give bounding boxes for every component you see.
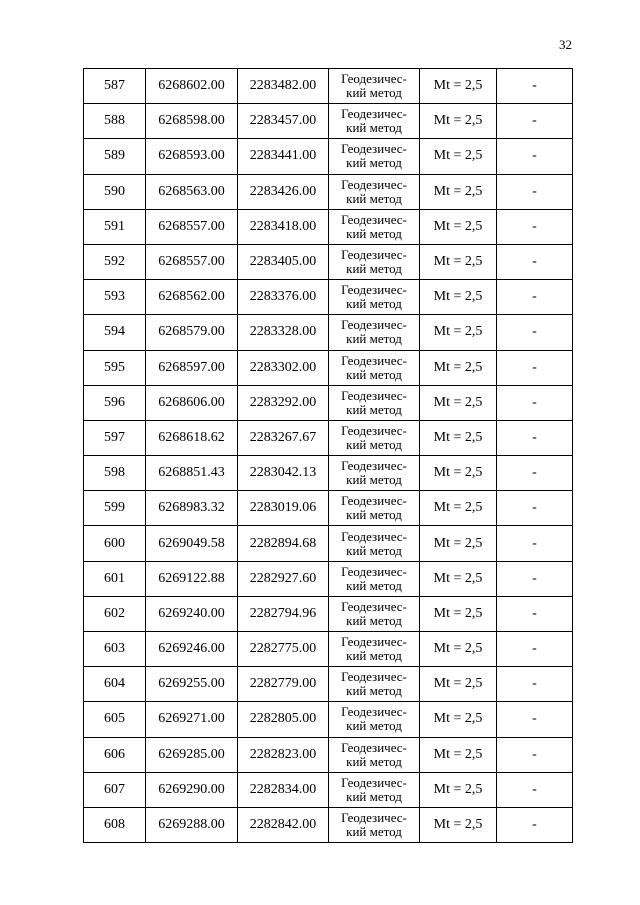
method-line-2: кий метод [346, 472, 402, 488]
accuracy-cell: Mt = 2,5 [420, 737, 497, 772]
note-cell: - [497, 209, 573, 244]
method-cell [329, 667, 420, 702]
point-number-cell: 591 [84, 209, 146, 244]
point-number-cell: 588 [84, 104, 146, 139]
method-line-2: кий метод [346, 225, 402, 241]
point-number-cell: 607 [84, 772, 146, 807]
method-cell [329, 69, 420, 104]
note-cell: - [497, 420, 573, 455]
method-cell [329, 632, 420, 667]
table-row [84, 174, 573, 209]
x-coordinate-cell: 6268579.00 [146, 315, 238, 350]
point-number-cell: 608 [84, 807, 146, 842]
note-cell: - [497, 632, 573, 667]
note-cell: - [497, 280, 573, 315]
method-cell [329, 772, 420, 807]
point-number-cell: 596 [84, 385, 146, 420]
method-line-2: кий метод [346, 648, 402, 664]
method-cell [329, 737, 420, 772]
accuracy-cell: Mt = 2,5 [420, 385, 497, 420]
point-number-cell: 594 [84, 315, 146, 350]
method-line-2: кий метод [346, 366, 402, 382]
accuracy-cell: Mt = 2,5 [420, 350, 497, 385]
method-line-2: кий метод [346, 120, 402, 136]
table-row [84, 139, 573, 174]
point-number-cell: 604 [84, 667, 146, 702]
method-cell [329, 315, 420, 350]
method-line-1: Геодезичес- [341, 176, 407, 192]
table-row [84, 737, 573, 772]
table-row [84, 667, 573, 702]
y-coordinate-cell: 2283019.06 [238, 491, 329, 526]
method-line-2: кий метод [346, 261, 402, 277]
y-coordinate-cell: 2283292.00 [238, 385, 329, 420]
y-coordinate-cell: 2283302.00 [238, 350, 329, 385]
table-row [84, 209, 573, 244]
method-line-1: Геодезичес- [341, 247, 407, 263]
table-row [84, 244, 573, 279]
method-line-1: Геодезичес- [341, 317, 407, 333]
method-line-1: Геодезичес- [341, 422, 407, 438]
point-number-cell: 592 [84, 244, 146, 279]
method-line-1: Геодезичес- [341, 739, 407, 755]
note-cell: - [497, 104, 573, 139]
accuracy-cell: Mt = 2,5 [420, 139, 497, 174]
method-cell [329, 420, 420, 455]
table-row [84, 456, 573, 491]
accuracy-cell: Mt = 2,5 [420, 632, 497, 667]
x-coordinate-cell: 6268557.00 [146, 209, 238, 244]
method-line-1: Геодезичес- [341, 387, 407, 403]
x-coordinate-cell: 6269288.00 [146, 807, 238, 842]
method-cell [329, 385, 420, 420]
y-coordinate-cell: 2282794.96 [238, 596, 329, 631]
x-coordinate-cell: 6268563.00 [146, 174, 238, 209]
method-line-2: кий метод [346, 577, 402, 593]
method-cell [329, 561, 420, 596]
table-body [84, 69, 573, 843]
accuracy-cell: Mt = 2,5 [420, 174, 497, 209]
x-coordinate-cell: 6269049.58 [146, 526, 238, 561]
method-cell [329, 209, 420, 244]
y-coordinate-cell: 2283426.00 [238, 174, 329, 209]
method-line-1: Геодезичес- [341, 352, 407, 368]
note-cell: - [497, 69, 573, 104]
y-coordinate-cell: 2282927.60 [238, 561, 329, 596]
x-coordinate-cell: 6268593.00 [146, 139, 238, 174]
method-line-2: кий метод [346, 155, 402, 171]
note-cell: - [497, 772, 573, 807]
y-coordinate-cell: 2282775.00 [238, 632, 329, 667]
method-cell [329, 350, 420, 385]
accuracy-cell: Mt = 2,5 [420, 807, 497, 842]
x-coordinate-cell: 6269240.00 [146, 596, 238, 631]
y-coordinate-cell: 2283482.00 [238, 69, 329, 104]
method-line-2: кий метод [346, 331, 402, 347]
note-cell: - [497, 350, 573, 385]
point-number-cell: 603 [84, 632, 146, 667]
x-coordinate-cell: 6268557.00 [146, 244, 238, 279]
point-number-cell: 605 [84, 702, 146, 737]
coordinates-table [83, 68, 573, 843]
method-line-2: кий метод [346, 401, 402, 417]
point-number-cell: 600 [84, 526, 146, 561]
method-line-1: Геодезичес- [341, 71, 407, 87]
method-line-2: кий метод [346, 718, 402, 734]
table-row [84, 807, 573, 842]
method-cell [329, 456, 420, 491]
table-row [84, 69, 573, 104]
method-line-1: Геодезичес- [341, 106, 407, 122]
method-line-2: кий метод [346, 507, 402, 523]
y-coordinate-cell: 2282805.00 [238, 702, 329, 737]
note-cell: - [497, 491, 573, 526]
method-line-2: кий метод [346, 296, 402, 312]
method-cell [329, 174, 420, 209]
accuracy-cell: Mt = 2,5 [420, 209, 497, 244]
method-cell [329, 596, 420, 631]
method-line-2: кий метод [346, 436, 402, 452]
accuracy-cell: Mt = 2,5 [420, 69, 497, 104]
table-row [84, 385, 573, 420]
table-row [84, 280, 573, 315]
method-line-1: Геодезичес- [341, 774, 407, 790]
point-number-cell: 590 [84, 174, 146, 209]
accuracy-cell: Mt = 2,5 [420, 456, 497, 491]
accuracy-cell: Mt = 2,5 [420, 526, 497, 561]
x-coordinate-cell: 6269122.88 [146, 561, 238, 596]
y-coordinate-cell: 2282834.00 [238, 772, 329, 807]
accuracy-cell: Mt = 2,5 [420, 420, 497, 455]
x-coordinate-cell: 6269271.00 [146, 702, 238, 737]
note-cell: - [497, 385, 573, 420]
y-coordinate-cell: 2283405.00 [238, 244, 329, 279]
accuracy-cell: Mt = 2,5 [420, 315, 497, 350]
y-coordinate-cell: 2283376.00 [238, 280, 329, 315]
note-cell: - [497, 561, 573, 596]
x-coordinate-cell: 6268618.62 [146, 420, 238, 455]
method-cell [329, 139, 420, 174]
method-line-2: кий метод [346, 824, 402, 840]
table-row [84, 702, 573, 737]
y-coordinate-cell: 2282894.68 [238, 526, 329, 561]
note-cell: - [497, 244, 573, 279]
point-number-cell: 597 [84, 420, 146, 455]
point-number-cell: 587 [84, 69, 146, 104]
x-coordinate-cell: 6268562.00 [146, 280, 238, 315]
y-coordinate-cell: 2283441.00 [238, 139, 329, 174]
method-cell [329, 526, 420, 561]
x-coordinate-cell: 6268983.32 [146, 491, 238, 526]
x-coordinate-cell: 6268598.00 [146, 104, 238, 139]
note-cell: - [497, 807, 573, 842]
method-cell [329, 807, 420, 842]
table-row [84, 315, 573, 350]
method-line-2: кий метод [346, 542, 402, 558]
note-cell: - [497, 315, 573, 350]
y-coordinate-cell: 2283418.00 [238, 209, 329, 244]
method-line-1: Геодезичес- [341, 810, 407, 826]
accuracy-cell: Mt = 2,5 [420, 702, 497, 737]
point-number-cell: 598 [84, 456, 146, 491]
y-coordinate-cell: 2283267.67 [238, 420, 329, 455]
accuracy-cell: Mt = 2,5 [420, 244, 497, 279]
point-number-cell: 601 [84, 561, 146, 596]
accuracy-cell: Mt = 2,5 [420, 104, 497, 139]
method-cell [329, 280, 420, 315]
method-line-1: Геодезичес- [341, 493, 407, 509]
y-coordinate-cell: 2282779.00 [238, 667, 329, 702]
method-line-1: Геодезичес- [341, 282, 407, 298]
method-line-1: Геодезичес- [341, 141, 407, 157]
method-line-1: Геодезичес- [341, 634, 407, 650]
method-cell [329, 244, 420, 279]
point-number-cell: 599 [84, 491, 146, 526]
method-line-2: кий метод [346, 683, 402, 699]
method-line-1: Геодезичес- [341, 704, 407, 720]
note-cell: - [497, 456, 573, 491]
method-line-2: кий метод [346, 788, 402, 804]
point-number-cell: 593 [84, 280, 146, 315]
method-cell [329, 491, 420, 526]
note-cell: - [497, 667, 573, 702]
y-coordinate-cell: 2283042.13 [238, 456, 329, 491]
accuracy-cell: Mt = 2,5 [420, 772, 497, 807]
accuracy-cell: Mt = 2,5 [420, 596, 497, 631]
method-line-1: Геодезичес- [341, 528, 407, 544]
y-coordinate-cell: 2283457.00 [238, 104, 329, 139]
y-coordinate-cell: 2282842.00 [238, 807, 329, 842]
x-coordinate-cell: 6269285.00 [146, 737, 238, 772]
method-line-2: кий метод [346, 612, 402, 628]
table-row [84, 632, 573, 667]
x-coordinate-cell: 6269255.00 [146, 667, 238, 702]
method-cell [329, 702, 420, 737]
method-line-2: кий метод [346, 85, 402, 101]
x-coordinate-cell: 6269246.00 [146, 632, 238, 667]
x-coordinate-cell: 6269290.00 [146, 772, 238, 807]
accuracy-cell: Mt = 2,5 [420, 561, 497, 596]
table-row [84, 491, 573, 526]
table-row [84, 350, 573, 385]
accuracy-cell: Mt = 2,5 [420, 667, 497, 702]
table-row [84, 596, 573, 631]
point-number-cell: 602 [84, 596, 146, 631]
method-line-1: Геодезичес- [341, 669, 407, 685]
note-cell: - [497, 526, 573, 561]
note-cell: - [497, 702, 573, 737]
y-coordinate-cell: 2282823.00 [238, 737, 329, 772]
x-coordinate-cell: 6268851.43 [146, 456, 238, 491]
note-cell: - [497, 596, 573, 631]
note-cell: - [497, 139, 573, 174]
point-number-cell: 589 [84, 139, 146, 174]
method-line-1: Геодезичес- [341, 598, 407, 614]
point-number-cell: 595 [84, 350, 146, 385]
x-coordinate-cell: 6268602.00 [146, 69, 238, 104]
method-line-1: Геодезичес- [341, 211, 407, 227]
note-cell: - [497, 737, 573, 772]
table-row [84, 420, 573, 455]
table-row [84, 104, 573, 139]
accuracy-cell: Mt = 2,5 [420, 280, 497, 315]
method-line-2: кий метод [346, 753, 402, 769]
method-line-1: Геодезичес- [341, 458, 407, 474]
page-number: 32 [559, 37, 572, 52]
table-row [84, 526, 573, 561]
table-row [84, 561, 573, 596]
table-row [84, 772, 573, 807]
accuracy-cell: Mt = 2,5 [420, 491, 497, 526]
point-number-cell: 606 [84, 737, 146, 772]
method-cell [329, 104, 420, 139]
method-line-2: кий метод [346, 190, 402, 206]
x-coordinate-cell: 6268606.00 [146, 385, 238, 420]
y-coordinate-cell: 2283328.00 [238, 315, 329, 350]
note-cell: - [497, 174, 573, 209]
x-coordinate-cell: 6268597.00 [146, 350, 238, 385]
method-line-1: Геодезичес- [341, 563, 407, 579]
